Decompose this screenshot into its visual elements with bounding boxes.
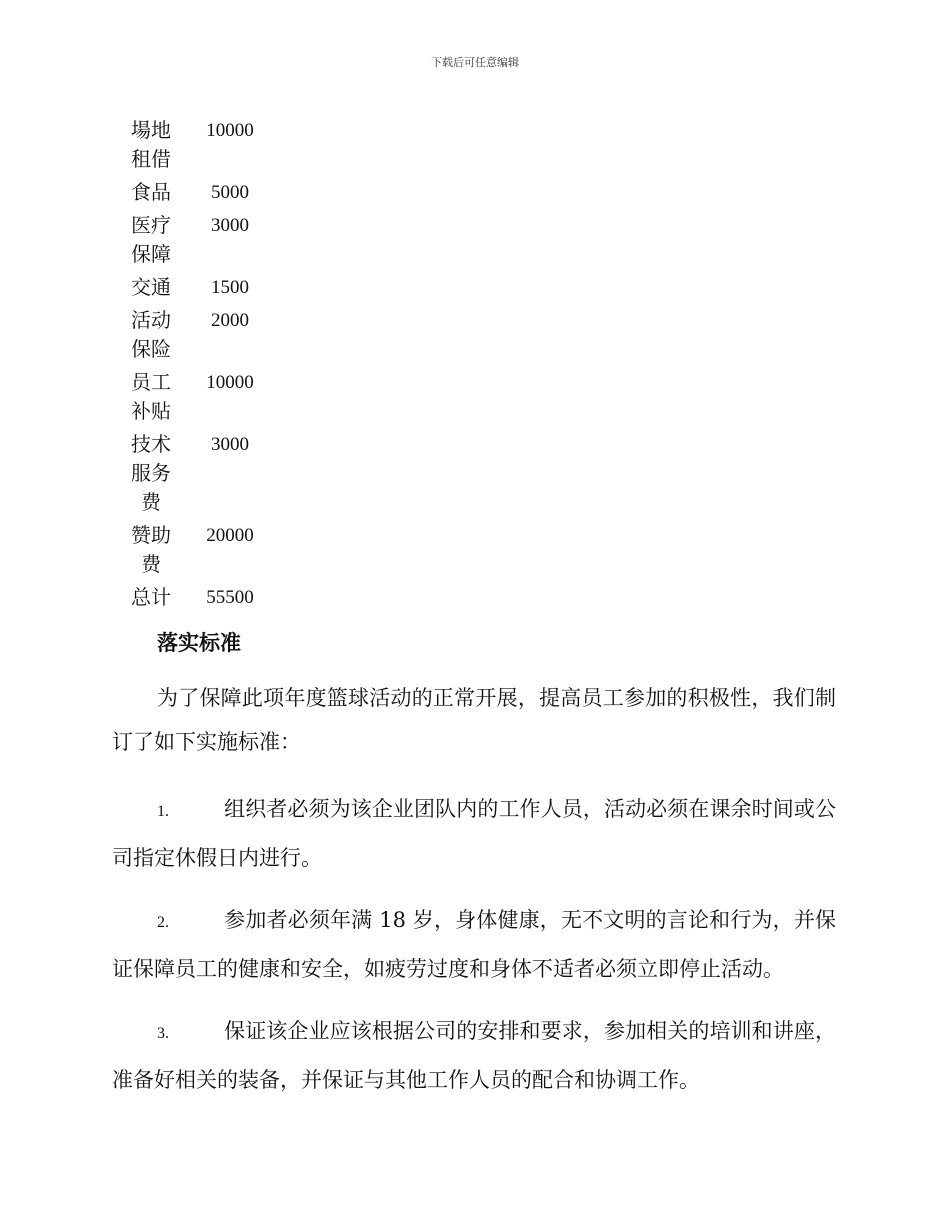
table-row	[120, 430, 278, 521]
budget-item-label: 员工补贴	[131, 370, 171, 423]
budget-item-cell	[120, 430, 182, 521]
budget-amount-cell: 3000	[211, 215, 249, 236]
budget-item-cell	[120, 521, 182, 583]
table-row	[120, 306, 278, 368]
list-text: 保证该企业应该根据公司的安排和要求，参加相关的培训和讲座，准备好相关的装备，并保证与其他工作人员的配合和协调工作。	[112, 1019, 836, 1092]
list-text: 参加者必须年满 18 岁，身体健康，无不文明的言论和行为，并保证保障员工的健康和安全，如疲劳过度和身体不适者必须立即停止活动。	[112, 908, 836, 981]
budget-amount-cell: 2000	[211, 310, 249, 331]
budget-item-cell	[120, 306, 182, 368]
budget-item-cell	[120, 273, 182, 306]
budget-item-label: 总计	[131, 585, 171, 609]
budget-item-cell	[120, 116, 182, 178]
budget-item-cell	[120, 178, 182, 211]
budget-amount-cell: 10000	[206, 372, 254, 393]
page-header: 下载后可任意编辑	[431, 56, 519, 69]
table-row	[120, 583, 278, 616]
budget-item-cell	[120, 211, 182, 273]
table-row	[120, 273, 278, 306]
budget-amount-cell: 5000	[211, 182, 249, 203]
budget-amount-cell: 55500	[206, 587, 254, 608]
budget-amount-cell: 10000	[206, 120, 254, 141]
budget-amount-cell: 1500	[211, 277, 249, 298]
budget-item-label: 場地租借	[131, 118, 171, 171]
budget-item-label: 技术服务费	[131, 432, 171, 514]
list-number: 1.	[157, 803, 169, 820]
table-row	[120, 211, 278, 273]
list-item	[112, 897, 836, 992]
list-item	[112, 786, 836, 881]
budget-item-label: 活动保险	[131, 308, 171, 361]
budget-item-cell	[120, 368, 182, 430]
table-row	[120, 116, 278, 178]
budget-item-label: 食品	[131, 180, 171, 204]
budget-amount-cell: 3000	[211, 434, 249, 455]
list-text: 组织者必须为该企业团队内的工作人员，活动必须在课余时间或公司指定休假日内进行。	[112, 797, 836, 870]
table-row	[120, 178, 278, 211]
list-number: 2.	[157, 914, 169, 931]
table-row	[120, 368, 278, 430]
section-content	[112, 676, 836, 1119]
budget-amount-cell: 20000	[206, 525, 254, 546]
list-item	[112, 1008, 836, 1103]
section-title: 落实标准	[157, 630, 241, 655]
budget-item-cell	[120, 583, 182, 616]
budget-item-label: 交通	[131, 275, 171, 299]
budget-table	[120, 116, 278, 616]
list-number: 3.	[157, 1025, 169, 1042]
intro-paragraph: 为了保障此项年度篮球活动的正常开展，提高员工参加的积极性，我们制订了如下实施标准：	[112, 686, 836, 754]
budget-item-label: 赞助费	[131, 523, 171, 576]
table-row	[120, 521, 278, 583]
budget-item-label: 医疗保障	[131, 213, 171, 266]
